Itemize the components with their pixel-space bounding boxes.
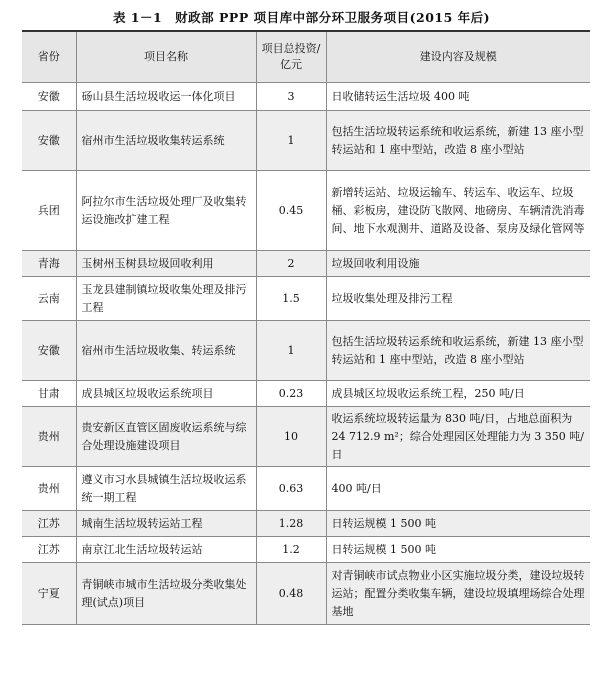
cell-investment: 1.28 xyxy=(256,511,326,537)
cell-project-name: 成县城区垃圾收运系统项目 xyxy=(76,381,256,407)
cell-scope: 400 吨/日 xyxy=(326,467,590,511)
cell-project-name: 阿拉尔市生活垃圾处理厂及收集转运设施改扩建工程 xyxy=(76,171,256,251)
cell-province: 青海 xyxy=(22,251,76,277)
cell-investment: 0.48 xyxy=(256,563,326,625)
header-row xyxy=(22,31,590,83)
table-row xyxy=(22,83,590,111)
cell-investment: 0.63 xyxy=(256,467,326,511)
cell-investment: 2 xyxy=(256,251,326,277)
table-row xyxy=(22,111,590,171)
cell-scope: 垃圾收集处理及排污工程 xyxy=(326,277,590,321)
cell-investment: 3 xyxy=(256,83,326,111)
cell-province: 兵团 xyxy=(22,171,76,251)
cell-scope: 成县城区垃圾收运系统工程，250 吨/日 xyxy=(326,381,590,407)
header-province: 省份 xyxy=(22,31,76,83)
cell-investment: 0.23 xyxy=(256,381,326,407)
cell-investment: 1.2 xyxy=(256,537,326,563)
table-row xyxy=(22,171,590,251)
cell-province: 安徽 xyxy=(22,111,76,171)
cell-province: 贵州 xyxy=(22,467,76,511)
cell-province: 江苏 xyxy=(22,511,76,537)
header-investment: 项目总投资/亿元 xyxy=(256,31,326,83)
cell-project-name: 南京江北生活垃圾转运站 xyxy=(76,537,256,563)
table-row xyxy=(22,407,590,467)
table-row xyxy=(22,321,590,381)
cell-investment: 1 xyxy=(256,111,326,171)
cell-investment: 10 xyxy=(256,407,326,467)
cell-province: 安徽 xyxy=(22,321,76,381)
cell-project-name: 玉龙县建制镇垃圾收集处理及排污工程 xyxy=(76,277,256,321)
table-row xyxy=(22,467,590,511)
header-scope: 建设内容及规模 xyxy=(326,31,590,83)
cell-investment: 1 xyxy=(256,321,326,381)
cell-project-name: 青铜峡市城市生活垃圾分类收集处理(试点)项目 xyxy=(76,563,256,625)
cell-province: 贵州 xyxy=(22,407,76,467)
cell-scope: 日收储转运生活垃圾 400 吨 xyxy=(326,83,590,111)
cell-scope: 新增转运站、垃圾运输车、转运车、收运车、垃圾桶、彩板房，建设防飞散网、地磅房、车辆清洗消毒间、地下水观测井、道路及设备、泵房及绿化管网等 xyxy=(326,171,590,251)
header-project-name: 项目名称 xyxy=(76,31,256,83)
table-row xyxy=(22,251,590,277)
cell-investment: 1.5 xyxy=(256,277,326,321)
cell-project-name: 贵安新区直管区固废收运系统与综合处理设施建设项目 xyxy=(76,407,256,467)
cell-project-name: 城南生活垃圾转运站工程 xyxy=(76,511,256,537)
cell-project-name: 砀山县生活垃圾收运一体化项目 xyxy=(76,83,256,111)
cell-scope: 包括生活垃圾转运系统和收运系统，新建 13 座小型转运站和 1 座中型站，改造 8 座小型站 xyxy=(326,321,590,381)
cell-project-name: 宿州市生活垃圾收集、转运系统 xyxy=(76,321,256,381)
cell-province: 云南 xyxy=(22,277,76,321)
cell-investment: 0.45 xyxy=(256,171,326,251)
table-row xyxy=(22,381,590,407)
cell-province: 江苏 xyxy=(22,537,76,563)
cell-province: 安徽 xyxy=(22,83,76,111)
table-row xyxy=(22,537,590,563)
cell-province: 宁夏 xyxy=(22,563,76,625)
table-row xyxy=(22,277,590,321)
table-row xyxy=(22,511,590,537)
cell-scope: 日转运规模 1 500 吨 xyxy=(326,511,590,537)
cell-project-name: 玉树州玉树县垃圾回收利用 xyxy=(76,251,256,277)
table-caption: 表 1－1 财政部 PPP 项目库中部分环卫服务项目(2015 年后) xyxy=(112,10,491,25)
cell-province: 甘肃 xyxy=(22,381,76,407)
cell-scope: 对青铜峡市试点物业小区实施垃圾分类，建设垃圾转运站；配置分类收集车辆，建设垃圾填埋场综合处理基地 xyxy=(326,563,590,625)
cell-scope: 包括生活垃圾转运系统和收运系统，新建 13 座小型转运站和 1 座中型站，改造 8 座小型站 xyxy=(326,111,590,171)
ppp-projects-table xyxy=(22,30,590,625)
table-row xyxy=(22,563,590,625)
cell-project-name: 遵义市习水县城镇生活垃圾收运系统一期工程 xyxy=(76,467,256,511)
cell-project-name: 宿州市生活垃圾收集转运系统 xyxy=(76,111,256,171)
cell-scope: 日转运规模 1 500 吨 xyxy=(326,537,590,563)
cell-scope: 收运系统垃圾转运量为 830 吨/日，占地总面积为 24 712.9 m²；综合处理园区处理能力为 3 350 吨/日 xyxy=(326,407,590,467)
cell-scope: 垃圾回收利用设施 xyxy=(326,251,590,277)
